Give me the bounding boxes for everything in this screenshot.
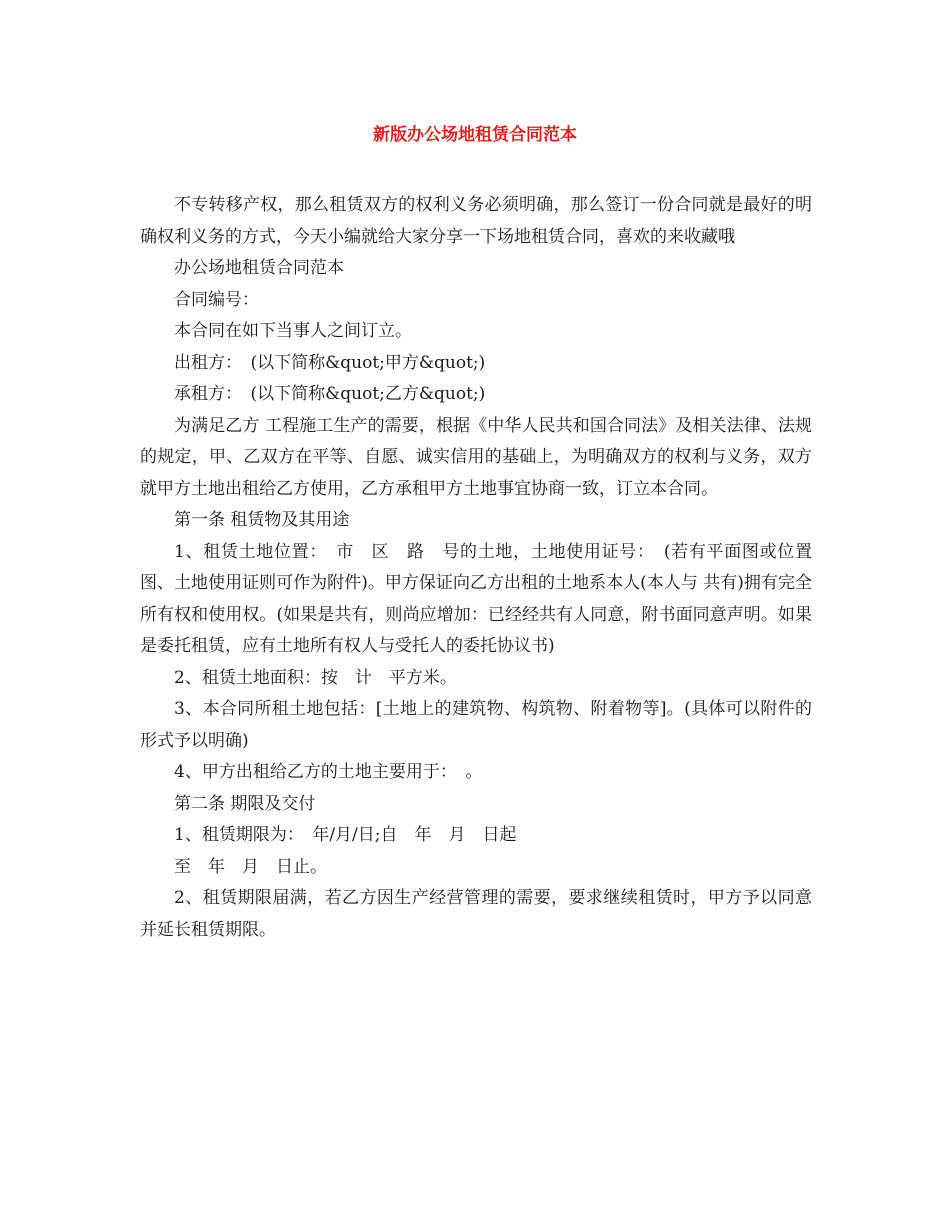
contract-number: 合同编号： xyxy=(174,289,259,310)
parties-intro: 本合同在如下当事人之间订立。 xyxy=(174,321,412,341)
article-1-item-1: 1、租赁土地位置： 市 区 路 号的土地，土地使用证号： (若有平面图或位置图、土地使用证则可作为附件)。甲方保证向乙方出租的土地系本人(本人与 共有)拥有完全所有权和使用权。(如果是共有，则尚应增加：已经经共有人同意，附书面同意声明。如果是委托租赁，应有土地所有权人与受托人的委托协议书) xyxy=(140,541,812,656)
contract-heading: 办公场地租赁合同范本 xyxy=(174,258,344,278)
article-2-heading: 第二条 期限及交付 xyxy=(174,793,316,814)
document-title: 新版办公场地租赁合同范本 xyxy=(373,125,577,145)
lessor-line: 出租方： (以下简称&quot;甲方&quot;) xyxy=(174,352,486,373)
article-2-item-1: 1、租赁期限为： 年/月/日;自 年 月 日起 xyxy=(174,825,517,845)
lessee-line: 承租方： (以下简称&quot;乙方&quot;) xyxy=(174,384,486,404)
article-2-item-2: 2、租赁期限届满，若乙方因生产经营管理的需要，要求继续租赁时，甲方予以同意并延长租赁期限。 xyxy=(140,888,812,940)
article-2-item-1-end: 至 年 月 日止。 xyxy=(174,856,327,877)
article-1-item-2: 2、租赁土地面积：按 计 平方米。 xyxy=(174,667,457,688)
article-1-item-3: 3、本合同所租土地包括：[土地上的建筑物、构筑物、附着物等]。(具体可以附件的形式予以明确) xyxy=(140,699,812,751)
preamble-paragraph: 为满足乙方 工程施工生产的需要，根据《中华人民共和国合同法》及相关法律、法规的规定，甲、乙双方在平等、自愿、诚实信用的基础上，为明确双方的权利与义务，双方就甲方土地出租给乙方使用，乙方承租甲方土地事宜协商一致，订立本合同。 xyxy=(140,415,812,499)
intro-paragraph: 不专转移产权，那么租赁双方的权利义务必须明确，那么签订一份合同就是最好的明确权利义务的方式，今天小编就给大家分享一下场地租赁合同，喜欢的来收藏哦 xyxy=(140,195,812,247)
article-1-heading: 第一条 租赁物及其用途 xyxy=(174,510,350,530)
document-body xyxy=(140,190,812,946)
article-1-item-4: 4、甲方出租给乙方的土地主要用于： 。 xyxy=(174,762,483,782)
